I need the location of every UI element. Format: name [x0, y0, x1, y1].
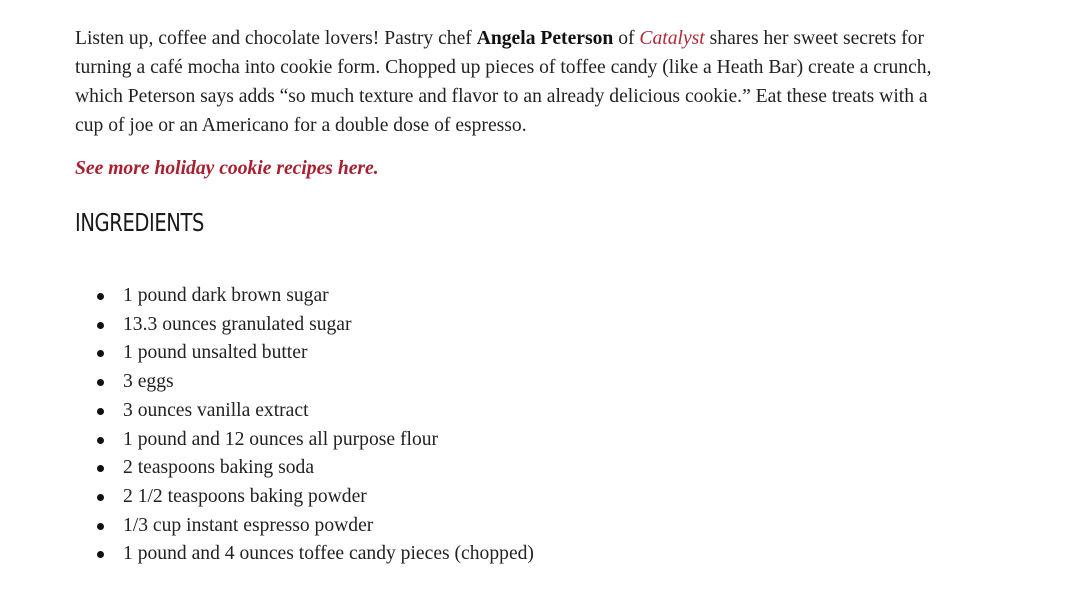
ingredient-item — [95, 282, 534, 311]
ingredient-text: 1 pound dark brown sugar — [123, 285, 329, 306]
ingredient-text: 1/3 cup instant espresso powder — [123, 514, 374, 536]
bullet-icon — [97, 523, 104, 530]
intro-text-3: shares her sweet secrets for turning a café mocha into cookie form. Chopped up pieces of toffee candy (like a Heath Bar) create a crunch, which Peterson says adds “so much texture and flavor to an already delicious cookie.” Eat these treats with a cup of joe or an Americano for a double dose of espresso. — [75, 28, 932, 136]
ingredient-text: 1 pound unsalted butter — [123, 342, 308, 364]
ingredient-item — [95, 368, 534, 397]
ingredient-item — [95, 483, 534, 512]
ingredient-item — [95, 426, 534, 455]
ingredient-text: 3 eggs — [123, 371, 174, 393]
bullet-icon — [97, 293, 104, 300]
ingredients-list — [95, 282, 534, 569]
intro-paragraph — [75, 24, 955, 140]
ingredient-text: 3 ounces vanilla extract — [123, 399, 309, 421]
ingredient-item — [95, 397, 534, 426]
intro-text-1: Listen up, coffee and chocolate lovers! Pastry chef — [75, 28, 477, 49]
ingredient-item — [95, 454, 534, 483]
bullet-icon — [97, 350, 104, 357]
bullet-icon — [97, 465, 104, 472]
ingredient-item — [95, 311, 534, 340]
bullet-icon — [97, 437, 104, 444]
ingredient-text: 13.3 ounces granulated sugar — [123, 313, 352, 335]
bullet-icon — [97, 322, 104, 329]
ingredient-text: 1 pound and 12 ounces all purpose flour — [123, 428, 439, 450]
bullet-icon — [97, 551, 104, 558]
bullet-icon — [97, 494, 104, 501]
bullet-icon — [97, 408, 104, 415]
ingredient-text: 2 teaspoons baking soda — [123, 457, 315, 479]
ingredient-item — [95, 339, 534, 368]
more-recipes-link[interactable]: See more holiday cookie recipes here. — [75, 158, 379, 179]
chef-name: Angela Peterson — [476, 28, 614, 49]
bullet-icon — [97, 379, 104, 386]
intro-text-2: of — [613, 28, 640, 49]
ingredient-text: 1 pound and 4 ounces toffee candy pieces (chopped) — [123, 543, 534, 565]
publication-link[interactable]: Catalyst — [639, 28, 705, 49]
ingredient-item — [95, 540, 534, 569]
ingredients-heading: INGREDIENTS — [75, 208, 204, 237]
article-content — [75, 24, 955, 241]
ingredient-text: 2 1/2 teaspoons baking powder — [123, 485, 367, 507]
ingredient-item — [95, 512, 534, 541]
